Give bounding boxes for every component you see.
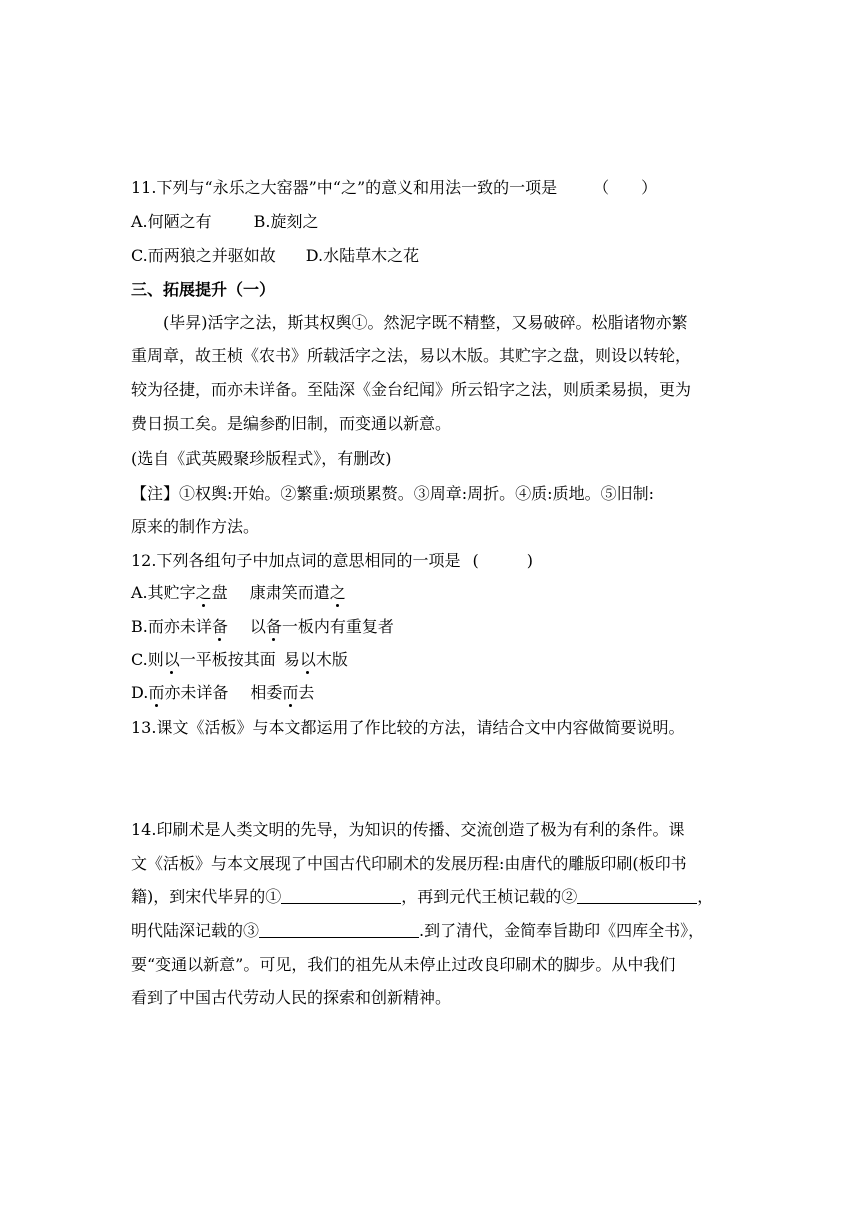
q14-text: 籍)，到宋代毕昇的 [131,887,266,906]
blank-marker-1: ① [265,887,282,906]
option-text: 易 [283,650,300,669]
q12-answer-paren: ( ) [472,551,533,570]
q13-stem: 13.课文《活板》与本文都运用了作比较的方法，请结合文中内容做简要说明。 [131,718,685,737]
q12-option-c [131,650,348,670]
q14-text: .到了清代，金简奉旨勘印《四库全书》， [419,921,705,940]
q11-answer-paren: （ ） [593,178,658,197]
q14-line-5: 要“变通以新意”。可见，我们的祖先从未停止过改良印刷术的脚步。从中我们 [131,955,676,974]
q14-text: ， [697,887,714,906]
dotted-word: 而 [148,683,165,702]
option-text: 一平板按其面 [179,650,276,669]
option-text: 一板内有重复者 [281,617,394,636]
blank-marker-2: ② [561,887,578,906]
q14-line-6: 看到了中国古代劳动人民的探索和创新精神。 [131,988,452,1007]
passage-source: (选自《武英殿聚珍版程式》，有删改) [131,449,392,468]
q14-line-1: 14.印刷术是人类文明的先导，为知识的传播、交流创造了极为有利的条件。课 [131,820,685,839]
dotted-word: 以 [299,650,316,669]
option-text: 盘 [211,583,228,602]
q12-stem: 12.下列各组句子中加点词的意思相同的一项是 [131,551,461,570]
q11-option-b: B.旋刻之 [253,212,319,231]
option-text: 以 [249,617,266,636]
q11-options-row-2 [131,246,419,266]
option-text: 康肃笑而遣 [249,583,330,602]
dotted-word: 备 [265,617,282,636]
q11-stem-line [131,178,657,198]
passage-line-4: 费日损工矣。是编参酌旧制，而变通以新意。 [131,414,452,433]
option-text: 木版 [315,650,348,669]
note-line-1: 【注】①权舆:开始。②繁重:烦琐累赘。③周章:周折。④质:质地。⑤旧制: [131,484,654,503]
passage-text: (毕昇)活字之法，斯其权舆 [163,313,352,332]
dotted-word: 之 [329,583,346,602]
option-text: 去 [298,683,315,702]
answer-blank-1[interactable] [281,887,401,904]
passage-line-1 [163,313,688,333]
q11-stem: 11.下列与“永乐之大窑器”中“之”的意义和用法一致的一项是 [131,178,558,197]
passage-text: 。然泥字既不精整，又易破碎。松脂诸物亦繁 [367,313,688,332]
answer-blank-3[interactable] [259,921,419,938]
q12-option-d [131,683,314,703]
option-text: D. [131,683,149,702]
blank-marker-3: ③ [243,921,260,940]
q14-line-3 [131,887,713,907]
option-text: 亦未详备 [164,683,229,702]
dotted-word: 之 [195,583,212,602]
dotted-word: 而 [282,683,299,702]
q12-option-b [131,617,394,637]
q12-stem-line [131,551,533,571]
q14-text: ，再到元代王桢记载的 [401,887,562,906]
q11-option-c: C.而两狼之并驱如故 [131,246,276,265]
note-line-2: 原来的制作方法。 [131,517,260,536]
q12-option-a [131,583,346,603]
option-text: 相委 [250,683,283,702]
passage-line-2: 重周章，故王桢《农书》所载活字之法，易以木版。其贮字之盘，则设以转轮， [131,346,692,365]
dotted-word: 以 [163,650,180,669]
footnote-mark-1: ① [351,313,368,332]
q14-text: 明代陆深记载的 [131,921,244,940]
q14-line-2: 文《活板》与本文展现了中国古代印刷术的发展历程:由唐代的雕版印刷(板印书 [131,854,687,873]
q11-option-d: D.水陆草木之花 [305,246,420,265]
option-text: C.则 [131,650,164,669]
answer-blank-2[interactable] [577,887,697,904]
q11-option-a: A.何陋之有 [131,212,212,231]
option-text: A.其贮字 [131,583,196,602]
q14-line-4 [131,921,704,941]
q11-options-row-1 [131,212,319,232]
section-heading: 三、拓展提升（一） [131,280,276,299]
passage-line-3: 较为径捷，而亦未详备。至陆深《金台纪闻》所云铅字之法，则质柔易损，更为 [131,380,692,399]
option-text: B.而亦未详 [131,617,212,636]
dotted-word: 备 [211,617,228,636]
